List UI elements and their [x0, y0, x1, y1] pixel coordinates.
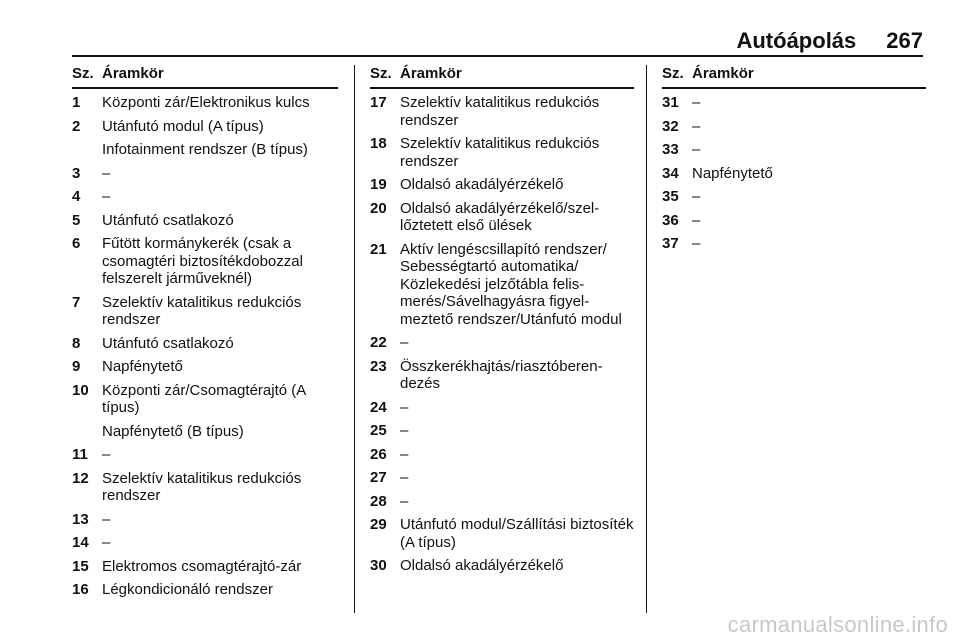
- fuse-number: 37: [662, 235, 679, 252]
- fuse-number: 26: [370, 445, 387, 463]
- fuse-number: 5: [72, 211, 81, 229]
- circuit-name: –: [692, 188, 701, 205]
- fuse-row: [72, 165, 338, 183]
- fuse-row: [72, 382, 338, 417]
- fuse-row: [72, 534, 338, 552]
- fuse-number: 27: [370, 469, 387, 486]
- fuse-number: 7: [72, 293, 81, 311]
- fuse-row: [72, 581, 338, 599]
- circuit-name: Szelektív katalitikus redukciós rendszer: [102, 293, 302, 328]
- fuse-row: [72, 235, 338, 288]
- fuse-row: [370, 469, 634, 487]
- fuse-row: [370, 200, 634, 235]
- fuse-number: 15: [72, 557, 89, 575]
- page-header: [72, 24, 923, 57]
- fuse-list: [72, 94, 338, 599]
- circuit-name: Oldalsó akadályérzékelő/szellőztetett első ülések: [400, 199, 600, 234]
- column-divider: [646, 65, 647, 613]
- fuse-number: 16: [72, 581, 89, 598]
- fuse-row: [370, 557, 634, 575]
- circuit-name: Napfénytető: [102, 358, 183, 375]
- fuse-number: 22: [370, 334, 387, 351]
- fuse-column-1: [72, 65, 338, 599]
- circuit-name: Szelektív katalitikus redukciós rendszer: [102, 469, 302, 504]
- fuse-number: [72, 423, 102, 441]
- fuse-number: 10: [72, 381, 89, 399]
- header-number-label: Sz.: [72, 65, 94, 82]
- fuse-column-3: [662, 65, 926, 253]
- fuse-number: 12: [72, 469, 89, 487]
- circuit-name: –: [400, 422, 409, 439]
- fuse-row: [72, 358, 338, 376]
- circuit-name: Infotainment rendszer (B típus): [102, 141, 308, 158]
- fuse-row: [72, 511, 338, 529]
- fuse-row: [662, 165, 926, 183]
- fuse-row: [662, 235, 926, 253]
- fuse-row: [72, 446, 338, 464]
- fuse-row: [370, 135, 634, 170]
- fuse-row: [662, 212, 926, 230]
- fuse-number: 11: [72, 446, 88, 463]
- fuse-number: 8: [72, 334, 81, 352]
- fuse-number: 30: [370, 557, 387, 574]
- column-header: [370, 65, 634, 89]
- fuse-row: [72, 470, 338, 505]
- circuit-name: Napfénytető: [692, 164, 773, 182]
- fuse-number: 35: [662, 188, 679, 205]
- circuit-name: Utánfutó csatlakozó: [102, 334, 234, 352]
- fuse-number: 4: [72, 188, 81, 205]
- circuit-name: Utánfutó modul (A típus): [102, 117, 264, 135]
- circuit-name: Légkondicionáló rendszer: [102, 581, 273, 598]
- fuse-number: 32: [662, 117, 679, 135]
- circuit-name: –: [692, 94, 701, 111]
- fuse-row: [72, 558, 338, 576]
- column-header: [662, 65, 926, 89]
- circuit-name: –: [692, 211, 701, 229]
- circuit-name: –: [102, 446, 111, 463]
- fuse-number: 17: [370, 94, 387, 111]
- fuse-number: 29: [370, 516, 387, 533]
- fuse-number: 1: [72, 94, 81, 111]
- fuse-row: [370, 94, 634, 129]
- fuse-row: [72, 423, 338, 441]
- circuit-name: –: [692, 141, 701, 158]
- circuit-name: –: [400, 398, 409, 416]
- fuse-row: [370, 241, 634, 329]
- circuit-name: Fűtött kormánykerék (csak a csomagtéri biztosítékdobozzal felszerelt járműveknél): [102, 235, 303, 287]
- fuse-number: 33: [662, 141, 679, 158]
- fuse-row: [72, 335, 338, 353]
- fuse-number: 14: [72, 534, 89, 551]
- fuse-number: 31: [662, 94, 679, 111]
- fuse-list: [370, 94, 634, 575]
- circuit-name: –: [102, 534, 111, 551]
- fuse-number: 34: [662, 164, 679, 182]
- page-title: Autóápolás: [736, 28, 857, 53]
- circuit-name: –: [400, 445, 409, 463]
- fuse-number: 3: [72, 164, 81, 182]
- circuit-name: Utánfutó csatlakozó: [102, 211, 234, 229]
- circuit-name: Központi zár/Csomagtérajtó (A típus): [102, 381, 306, 416]
- fuse-number: 25: [370, 422, 387, 439]
- fuse-row: [370, 399, 634, 417]
- circuit-name: –: [692, 117, 701, 135]
- fuse-number: 24: [370, 398, 387, 416]
- circuit-name: Összkerékhajtás/riasztóberendezés: [400, 357, 603, 392]
- circuit-name: –: [102, 188, 111, 205]
- circuit-name: –: [102, 164, 111, 182]
- fuse-number: 28: [370, 492, 387, 510]
- fuse-number: 6: [72, 235, 81, 252]
- header-circuit-label: Áramkör: [400, 65, 462, 82]
- fuse-row: [662, 118, 926, 136]
- fuse-row: [370, 446, 634, 464]
- fuse-row: [72, 294, 338, 329]
- circuit-name: Aktív lengéscsillapító rendszer/ Sebességtartó automatika/ Közlekedési jelzőtábla felismerés/Sávelhagyásra figyelmeztető rendszer/Utánfutó modul: [400, 240, 622, 328]
- circuit-name: –: [102, 510, 111, 528]
- fuse-row: [662, 141, 926, 159]
- fuse-number: 36: [662, 211, 679, 229]
- fuse-row: [72, 118, 338, 136]
- fuse-row: [370, 516, 634, 551]
- circuit-name: Utánfutó modul/Szállítási biztosíték (A típus): [400, 516, 634, 551]
- header-number-label: Sz.: [662, 65, 684, 82]
- fuse-number: 2: [72, 117, 81, 135]
- fuse-list: [662, 94, 926, 253]
- circuit-name: –: [400, 492, 409, 510]
- header-circuit-label: Áramkör: [692, 65, 754, 82]
- fuse-row: [370, 176, 634, 194]
- fuse-row: [370, 334, 634, 352]
- fuse-row: [370, 422, 634, 440]
- fuse-number: 20: [370, 199, 387, 217]
- circuit-name: Oldalsó akadályérzékelő: [400, 176, 564, 193]
- circuit-name: –: [692, 235, 701, 252]
- circuit-name: Szelektív katalitikus redukciós rendszer: [400, 94, 600, 129]
- fuse-row: [72, 212, 338, 230]
- fuse-column-2: [370, 65, 634, 575]
- fuse-row: [662, 94, 926, 112]
- fuse-number: 9: [72, 358, 81, 375]
- circuit-name: Oldalsó akadályérzékelő: [400, 557, 564, 574]
- header-circuit-label: Áramkör: [102, 65, 164, 82]
- column-divider: [354, 65, 355, 613]
- circuit-name: Szelektív katalitikus redukciós rendszer: [400, 135, 600, 170]
- fuse-row: [72, 188, 338, 206]
- header-number-label: Sz.: [370, 65, 392, 82]
- watermark: carmanualsonline.info: [727, 612, 948, 637]
- fuse-row: [370, 358, 634, 393]
- fuse-number: 23: [370, 357, 387, 375]
- circuit-name: –: [400, 469, 409, 486]
- fuse-row: [72, 141, 338, 159]
- fuse-number: 18: [370, 135, 387, 152]
- fuse-number: [72, 141, 102, 159]
- circuit-name: Napfénytető (B típus): [102, 422, 244, 440]
- fuse-row: [662, 188, 926, 206]
- fuse-row: [370, 493, 634, 511]
- circuit-name: Központi zár/Elektronikus kulcs: [102, 94, 310, 111]
- column-header: [72, 65, 338, 89]
- fuse-number: 13: [72, 510, 89, 528]
- circuit-name: –: [400, 334, 409, 351]
- fuse-row: [72, 94, 338, 112]
- fuse-number: 19: [370, 176, 387, 193]
- circuit-name: Elektromos csomagtérajtó-zár: [102, 557, 302, 575]
- page-number: 267: [886, 28, 923, 53]
- fuse-number: 21: [370, 240, 387, 258]
